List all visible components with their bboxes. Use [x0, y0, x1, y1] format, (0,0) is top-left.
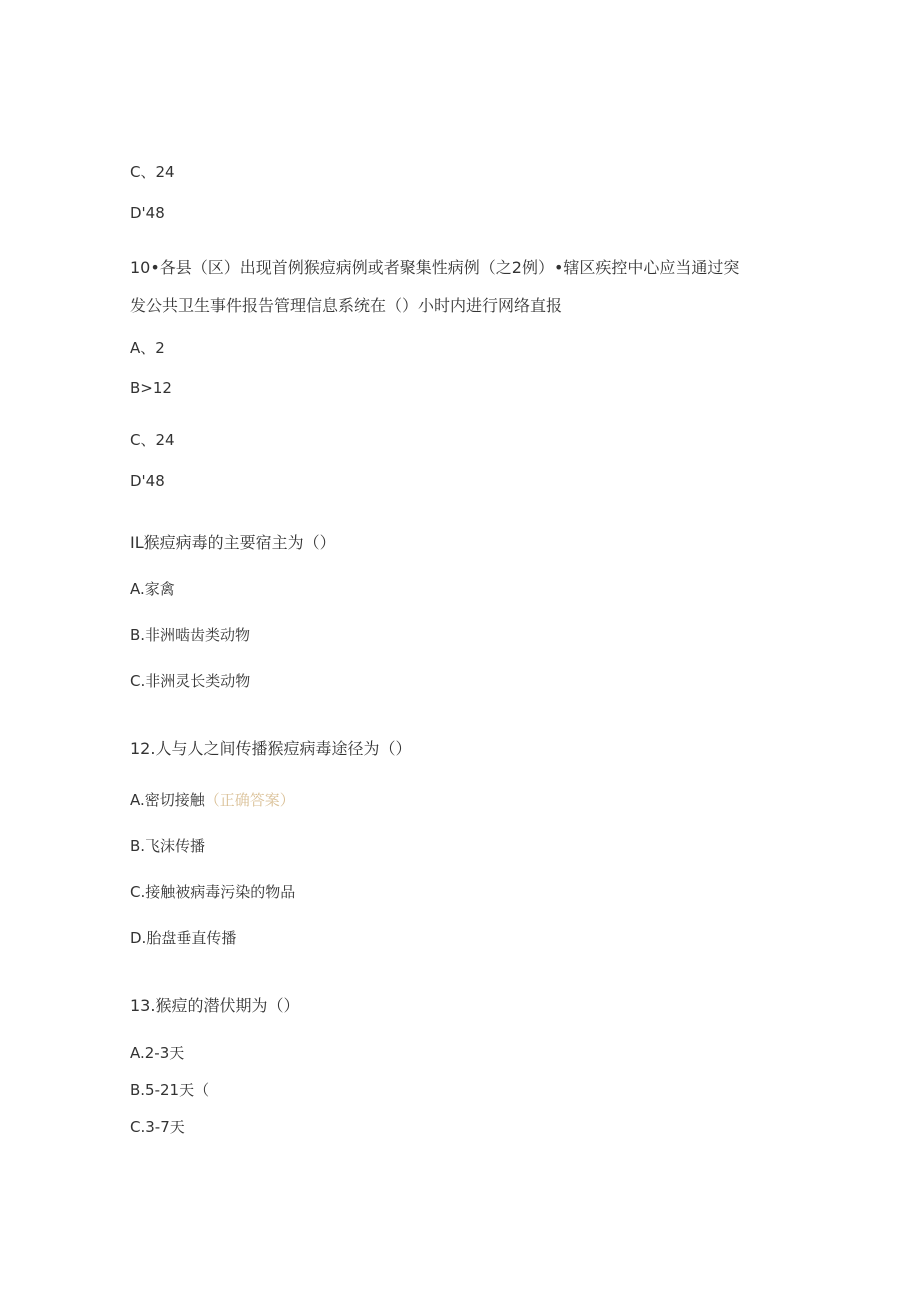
- question-10-line-1: 10•各县（区）出现首例猴痘病例或者聚集性病例（之2例）•辖区疾控中心应当通过突: [130, 258, 740, 277]
- q10-option-c: C、24: [130, 431, 175, 449]
- q12-option-c: C.接触被病毒污染的物品: [130, 883, 296, 901]
- q13-option-c: C.3-7天: [130, 1118, 185, 1136]
- question-11: IL猴痘病毒的主要宿主为（）: [130, 533, 336, 552]
- question-13: 13.猴痘的潜伏期为（）: [130, 996, 300, 1015]
- q13-option-b: B.5-21天（: [130, 1081, 210, 1099]
- correct-answer-hint: （正确答案）: [204, 791, 295, 809]
- q12-option-a-text: A.密切接触: [130, 791, 205, 809]
- option-c-24: C、24: [130, 163, 175, 181]
- q10-option-a: A、2: [130, 339, 165, 357]
- q12-option-d: D.胎盘垂直传播: [130, 929, 237, 947]
- q12-option-b: B.飞沫传播: [130, 837, 206, 855]
- option-d-48: D'48: [130, 204, 165, 222]
- q11-option-b: B.非洲啮齿类动物: [130, 626, 251, 644]
- q13-option-a: A.2-3天: [130, 1044, 185, 1062]
- q10-option-d: D'48: [130, 472, 165, 490]
- q12-option-a: [130, 790, 295, 810]
- question-12: 12.人与人之间传播猴痘病毒途径为（）: [130, 739, 412, 758]
- question-10-line-2: 发公共卫生事件报告管理信息系统在（）小时内进行网络直报: [130, 296, 563, 315]
- q10-option-b: B>12: [130, 379, 172, 397]
- q11-option-c: C.非洲灵长类动物: [130, 672, 251, 690]
- q11-option-a: A.家禽: [130, 580, 175, 598]
